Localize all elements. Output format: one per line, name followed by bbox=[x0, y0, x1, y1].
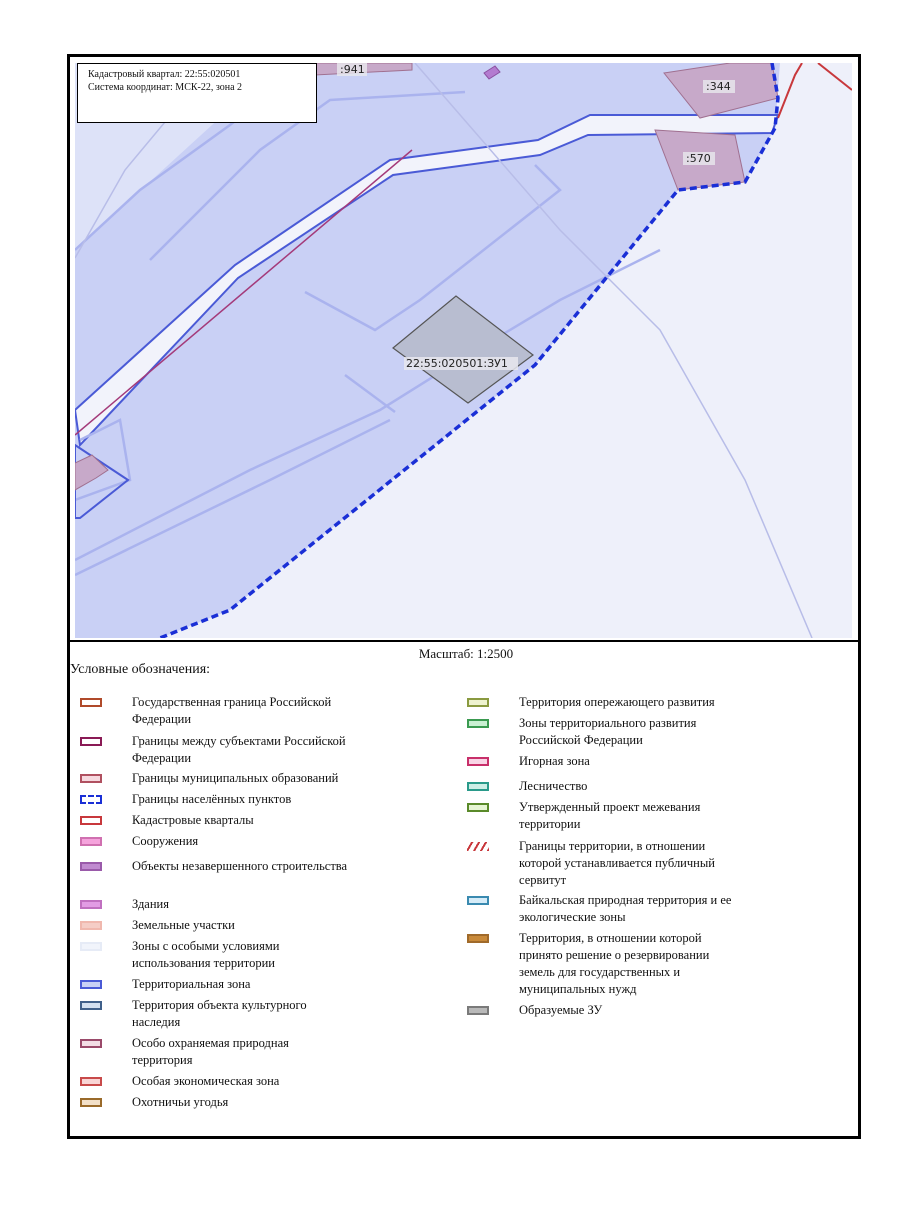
advanced-dev-icon bbox=[467, 698, 489, 707]
legend-item-protected-area bbox=[80, 1035, 352, 1069]
structures-icon bbox=[80, 837, 102, 846]
parcel-570-label: :570 bbox=[686, 152, 711, 165]
legend-label: Кадастровые кварталы bbox=[132, 813, 254, 827]
parcel-941-label: :941 bbox=[340, 63, 365, 76]
legend-label: Границы территории, в отношении которой устанавливается публичный сервитут bbox=[519, 839, 715, 887]
info-coord-system: Система координат: МСК-22, зона 2 bbox=[88, 82, 243, 93]
legend-item-new-plots bbox=[467, 1002, 739, 1019]
legend-label: Особо охраняемая природная территория bbox=[132, 1036, 289, 1067]
legend-label: Территория, в отношении которой принято решение о резервировании земель для государственных и муниципальных нужд bbox=[519, 931, 710, 996]
special-zones-icon bbox=[80, 942, 102, 951]
legend-label: Утвержденный проект межевания территории bbox=[519, 800, 701, 831]
legend-label: Лесничество bbox=[519, 779, 588, 793]
legend-item-reserved bbox=[467, 930, 739, 998]
legend-label: Образуемые ЗУ bbox=[519, 1003, 603, 1017]
unfinished-icon bbox=[80, 862, 102, 871]
legend-item-unfinished bbox=[80, 858, 352, 875]
legend-item-special-zones bbox=[80, 938, 352, 972]
forestry-icon bbox=[467, 782, 489, 791]
hunting-icon bbox=[80, 1098, 102, 1107]
legend-title: Условные обозначения: bbox=[70, 662, 211, 677]
legend-item-territorial-dev bbox=[467, 715, 739, 749]
legend-item-heritage bbox=[80, 997, 352, 1031]
map-divider bbox=[67, 640, 861, 642]
legend-label: Здания bbox=[132, 897, 169, 911]
reserved-icon bbox=[467, 934, 489, 943]
legend-label: Территория объекта культурного наследия bbox=[132, 998, 307, 1029]
legend-item-economic-zone bbox=[80, 1073, 352, 1090]
legend-label: Игорная зона bbox=[519, 754, 590, 768]
heritage-icon bbox=[80, 1001, 102, 1010]
legend-label: Объекты незавершенного строительства bbox=[132, 859, 348, 873]
protected-area-icon bbox=[80, 1039, 102, 1048]
legend-item-servitude bbox=[467, 838, 739, 889]
legend-label: Земельные участки bbox=[132, 918, 235, 932]
legend-label: Байкальская природная территория и ее экологические зоны bbox=[519, 893, 732, 924]
servitude-icon bbox=[467, 842, 489, 851]
state-border-icon bbox=[80, 698, 102, 707]
legend-item-state-border bbox=[80, 694, 352, 728]
buildings-icon bbox=[80, 900, 102, 909]
subject-border-icon bbox=[80, 737, 102, 746]
new-parcel-label: 22:55:020501:ЗУ1 bbox=[406, 357, 508, 370]
baikal-icon bbox=[467, 896, 489, 905]
parcel-344-label: :344 bbox=[706, 80, 731, 93]
info-kvartal: Кадастровый квартал: 22:55:020501 bbox=[88, 69, 241, 80]
scale-label: Масштаб: 1:2500 bbox=[418, 646, 514, 661]
legend-item-hunting bbox=[80, 1094, 352, 1111]
legend-item-buildings bbox=[80, 896, 352, 913]
kvartal-border-icon bbox=[80, 816, 102, 825]
legend-item-subject-border bbox=[80, 733, 352, 767]
legend-label: Территориальная зона bbox=[132, 977, 251, 991]
legend-label: Охотничьи угодья bbox=[132, 1095, 229, 1109]
survey-project-icon bbox=[467, 803, 489, 812]
legend-item-survey-project bbox=[467, 799, 739, 833]
economic-zone-icon bbox=[80, 1077, 102, 1086]
legend-label: Территория опережающего развития bbox=[519, 695, 715, 709]
legend-label: Границы между субъектами Российской Федерации bbox=[132, 734, 346, 765]
legend-label: Границы населённых пунктов bbox=[132, 792, 292, 806]
legend-label: Государственная граница Российской Федерации bbox=[132, 695, 332, 726]
legend-item-gambling bbox=[467, 753, 739, 770]
legend-label: Границы муниципальных образований bbox=[132, 771, 339, 785]
legend-item-territorial-zone bbox=[80, 976, 352, 993]
legend-item-advanced-dev bbox=[467, 694, 739, 711]
legend-label: Особая экономическая зона bbox=[132, 1074, 280, 1088]
legend-item-kvartal-border bbox=[80, 812, 352, 829]
legend-item-baikal bbox=[467, 892, 739, 926]
gambling-icon bbox=[467, 757, 489, 766]
legend-label: Зоны территориального развития Российской Федерации bbox=[519, 716, 697, 747]
new-plots-icon bbox=[467, 1006, 489, 1015]
legend-label: Зоны с особыми условиями использования территории bbox=[132, 939, 280, 970]
legend-label: Сооружения bbox=[132, 834, 199, 848]
legend-item-structures bbox=[80, 833, 352, 850]
territorial-dev-icon bbox=[467, 719, 489, 728]
legend-item-settlement-border bbox=[80, 791, 352, 808]
settlement-border-icon bbox=[80, 795, 102, 804]
land-plots-icon bbox=[80, 921, 102, 930]
municipal-border-icon bbox=[80, 774, 102, 783]
map-canvas[interactable] bbox=[75, 63, 852, 638]
legend-item-forestry bbox=[467, 778, 739, 795]
territorial-zone-icon bbox=[80, 980, 102, 989]
legend-item-municipal-border bbox=[80, 770, 352, 787]
info-box bbox=[77, 63, 317, 123]
legend-item-land-plots bbox=[80, 917, 352, 934]
